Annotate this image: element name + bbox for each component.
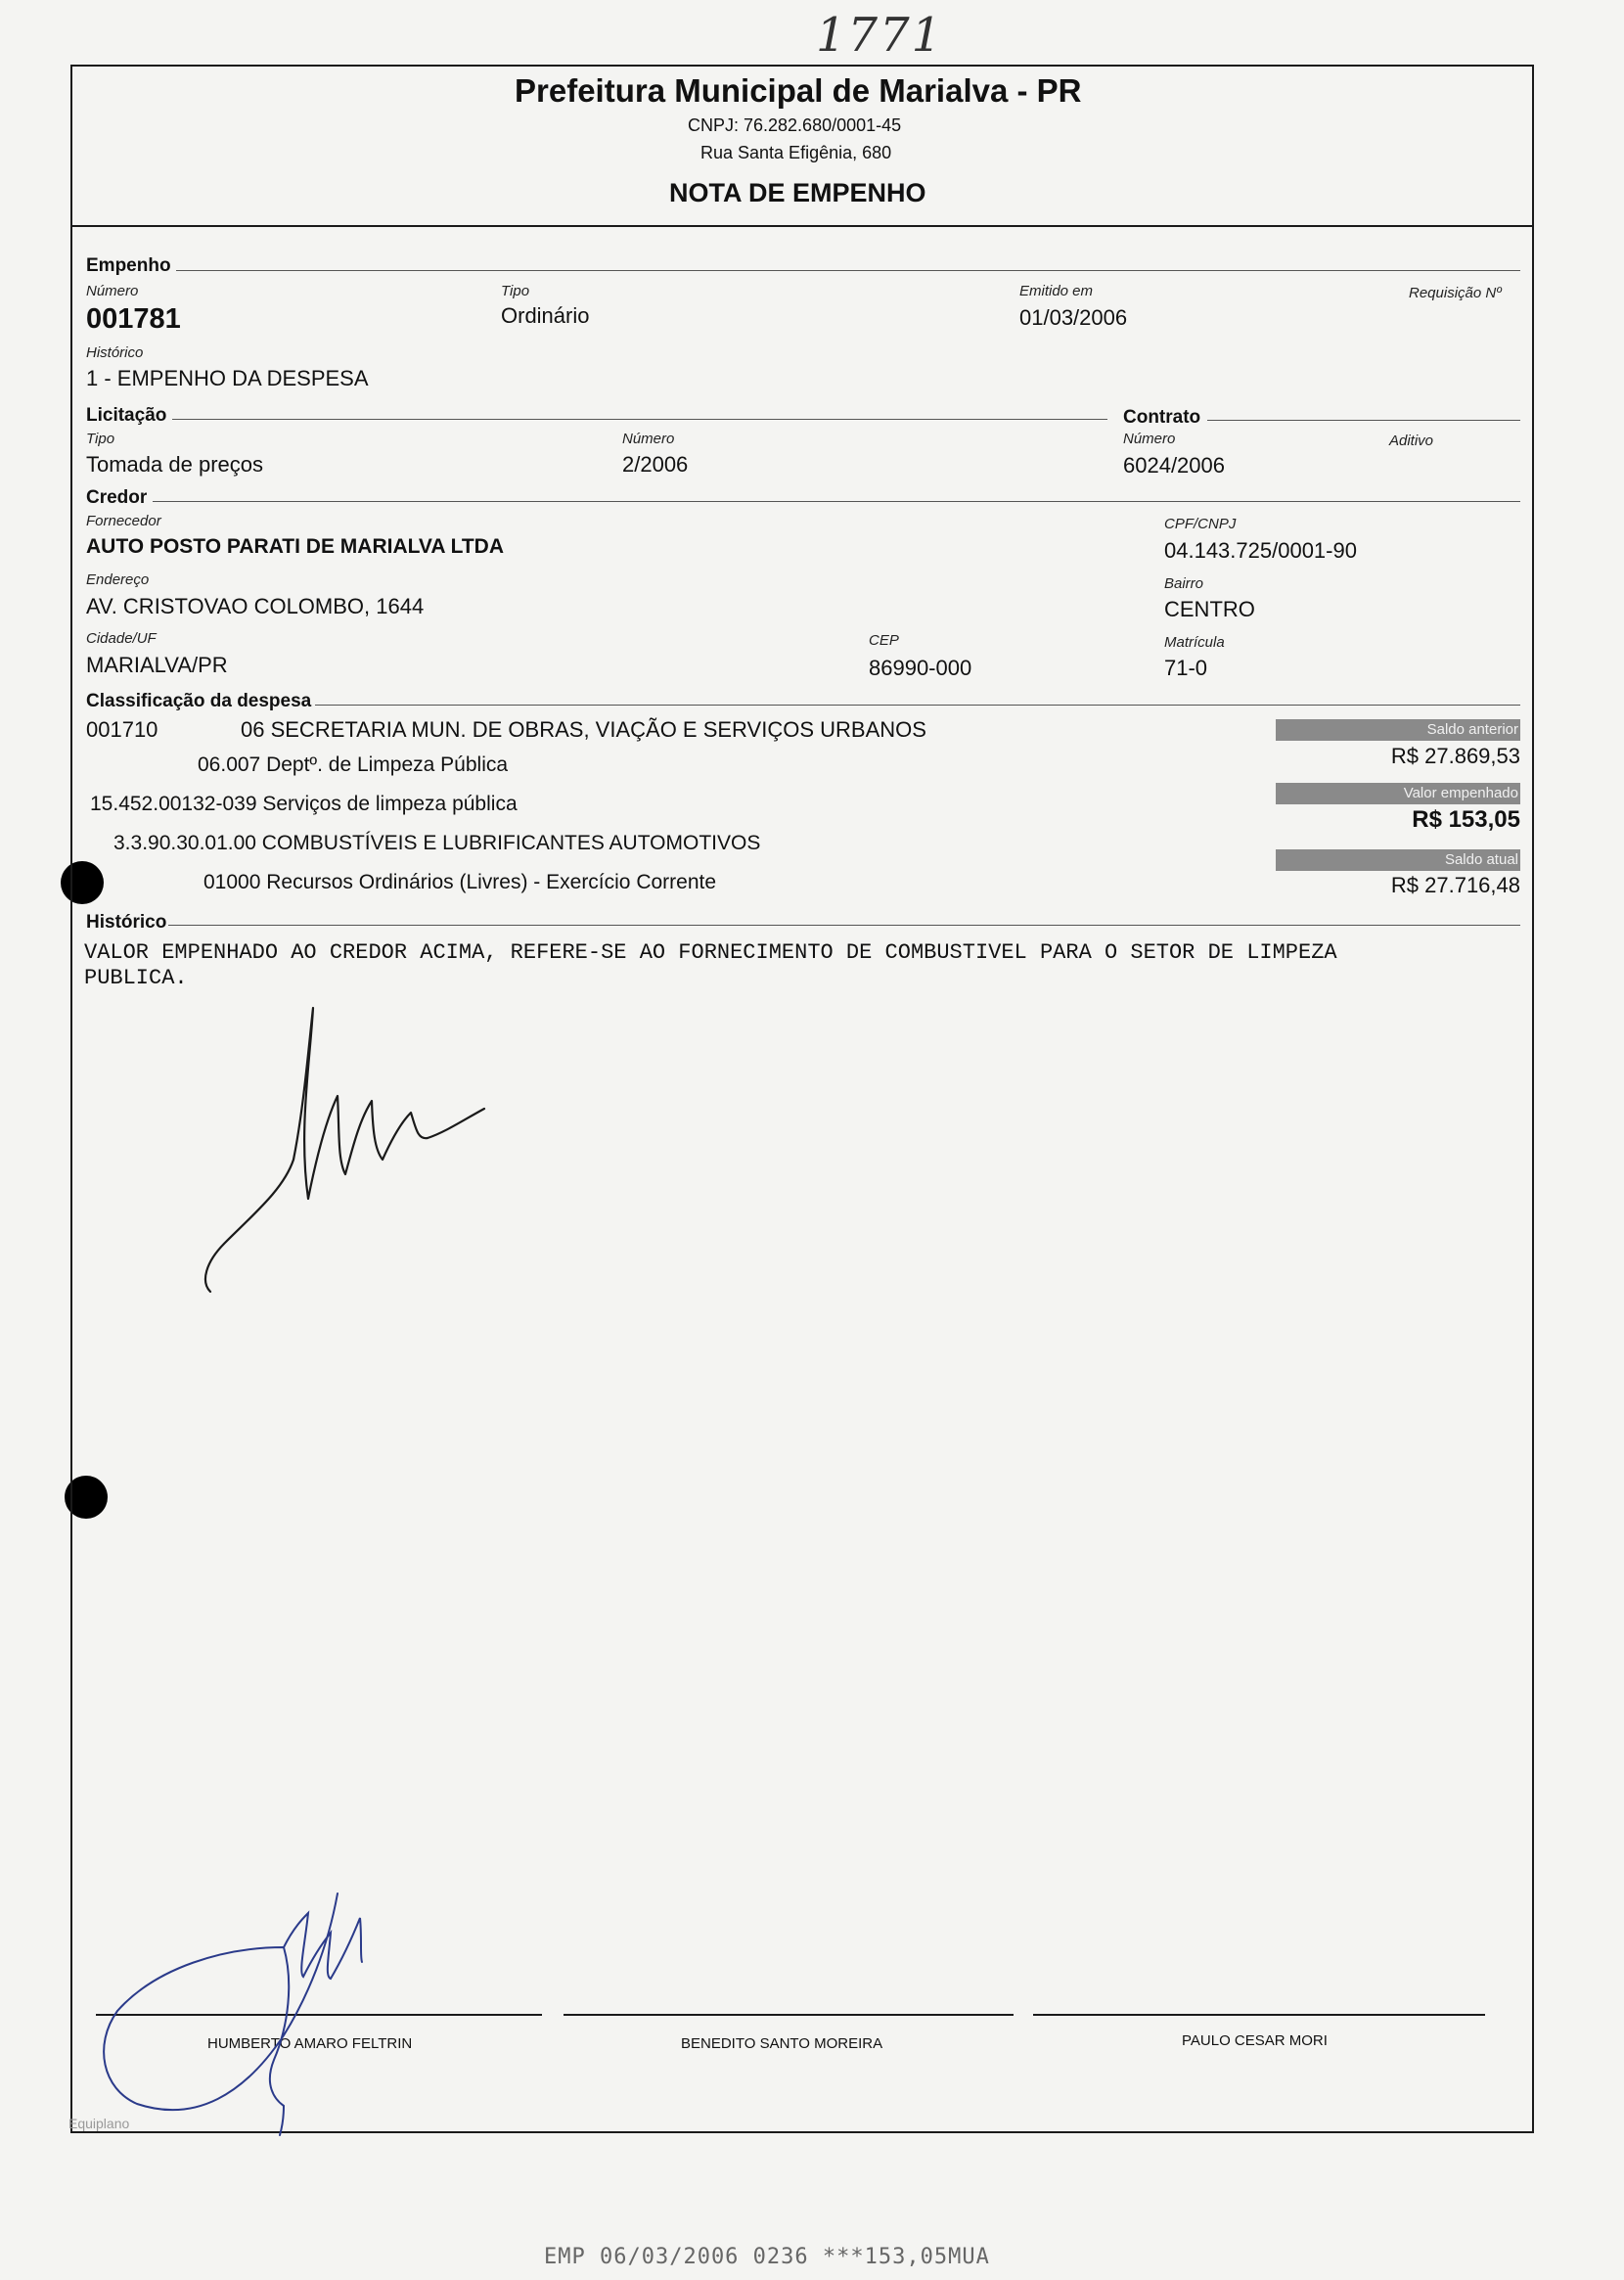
signatory-name-1: HUMBERTO AMARO FELTRIN (207, 2035, 413, 2052)
municipality-title: Prefeitura Municipal de Marialva - PR (515, 72, 1082, 109)
contrato-numero-label: Número (1123, 431, 1176, 447)
signature-line-3 (1033, 2014, 1485, 2016)
matricula-label: Matrícula (1164, 634, 1225, 651)
requisicao-label: Requisição Nº (1409, 285, 1502, 301)
empenho-rule (176, 270, 1520, 271)
saldo-atual-label: Saldo atual (1276, 849, 1520, 871)
emitido-label: Emitido em (1019, 283, 1094, 299)
signatory-name-2: BENEDITO SANTO MOREIRA (681, 2035, 883, 2052)
contrato-rule (1207, 420, 1520, 421)
cpf-cnpj-label: CPF/CNPJ (1164, 516, 1237, 532)
secretaria-line: 06 SECRETARIA MUN. DE OBRAS, VIAÇÃO E SERVIÇOS URBANOS (241, 717, 926, 742)
handwritten-signature-main (201, 1003, 494, 1297)
matricula-value: 71-0 (1164, 656, 1208, 680)
classificacao-rule (315, 705, 1520, 706)
contrato-numero: 6024/2006 (1123, 453, 1225, 478)
empenho-historico: 1 - EMPENHO DA DESPESA (86, 366, 369, 390)
historico-line-2: PUBLICA. (84, 966, 188, 990)
software-brand: Equiplano (68, 2116, 130, 2131)
bairro-label: Bairro (1164, 575, 1204, 592)
cep-label: CEP (869, 632, 899, 649)
empenho-tipo-label: Tipo (501, 283, 530, 299)
licitacao-rule (172, 419, 1107, 420)
address-line: Rua Santa Efigênia, 680 (700, 143, 892, 162)
valor-empenhado-value: R$ 153,05 (1412, 806, 1520, 833)
classificacao-section-title: Classificação da despesa (86, 691, 312, 711)
licitacao-tipo-label: Tipo (86, 431, 115, 447)
licitacao-numero: 2/2006 (622, 452, 689, 477)
document-title: NOTA DE EMPENHO (669, 178, 926, 207)
elemento-line: 3.3.90.30.01.00 COMBUSTÍVEIS E LUBRIFICANTES AUTOMOTIVOS (113, 832, 761, 854)
empenho-numero: 001781 (86, 303, 181, 335)
valor-empenhado-label: Valor empenhado (1276, 783, 1520, 804)
contrato-section-title: Contrato (1123, 407, 1201, 428)
mechanical-stamp: EMP 06/03/2006 0236 ***153,05MUA (544, 2245, 990, 2269)
credor-section-title: Credor (86, 487, 148, 508)
credor-rule (153, 501, 1520, 502)
empenho-numero-label: Número (86, 283, 139, 299)
licitacao-tipo: Tomada de preços (86, 452, 263, 477)
saldo-anterior-label: Saldo anterior (1276, 719, 1520, 741)
classificacao-code: 001710 (86, 717, 158, 742)
handwritten-signature-bottom (98, 1889, 450, 2143)
fornecedor-name: AUTO POSTO PARATI DE MARIALVA LTDA (86, 535, 504, 558)
funcional-line: 15.452.00132-039 Serviços de limpeza pública (90, 793, 518, 815)
header-divider (70, 225, 1534, 227)
cep-value: 86990-000 (869, 656, 972, 680)
cnpj-line: CNPJ: 76.282.680/0001-45 (688, 115, 902, 135)
historico-line-1: VALOR EMPENHADO AO CREDOR ACIMA, REFERE-SE AO FORNECIMENTO DE COMBUSTIVEL PARA O SETOR DE LIMPEZA (84, 940, 1337, 965)
empenho-historico-label: Histórico (86, 344, 144, 361)
handwritten-number: 1771 (816, 8, 944, 63)
historico-rule (168, 925, 1520, 926)
recurso-line: 01000 Recursos Ordinários (Livres) - Exercício Corrente (203, 871, 717, 893)
endereco-label: Endereço (86, 571, 150, 588)
historico-section-title: Histórico (86, 912, 167, 933)
saldo-atual-value: R$ 27.716,48 (1390, 873, 1520, 897)
emitido-date: 01/03/2006 (1019, 305, 1128, 330)
aditivo-label: Aditivo (1389, 433, 1434, 449)
bairro-value: CENTRO (1164, 597, 1255, 621)
cidade-label: Cidade/UF (86, 630, 157, 647)
licitacao-numero-label: Número (622, 431, 675, 447)
departamento-line: 06.007 Deptº. de Limpeza Pública (198, 753, 509, 776)
licitacao-section-title: Licitação (86, 405, 167, 426)
fornecedor-label: Fornecedor (86, 513, 161, 529)
signature-line-2 (564, 2014, 1014, 2016)
cpf-cnpj-value: 04.143.725/0001-90 (1164, 538, 1357, 563)
empenho-section-title: Empenho (86, 255, 171, 276)
cidade-value: MARIALVA/PR (86, 653, 228, 677)
endereco-value: AV. CRISTOVAO COLOMBO, 1644 (86, 594, 425, 618)
saldo-anterior-value: R$ 27.869,53 (1390, 744, 1520, 768)
signatory-name-3: PAULO CESAR MORI (1182, 2032, 1328, 2049)
empenho-tipo: Ordinário (501, 303, 590, 328)
